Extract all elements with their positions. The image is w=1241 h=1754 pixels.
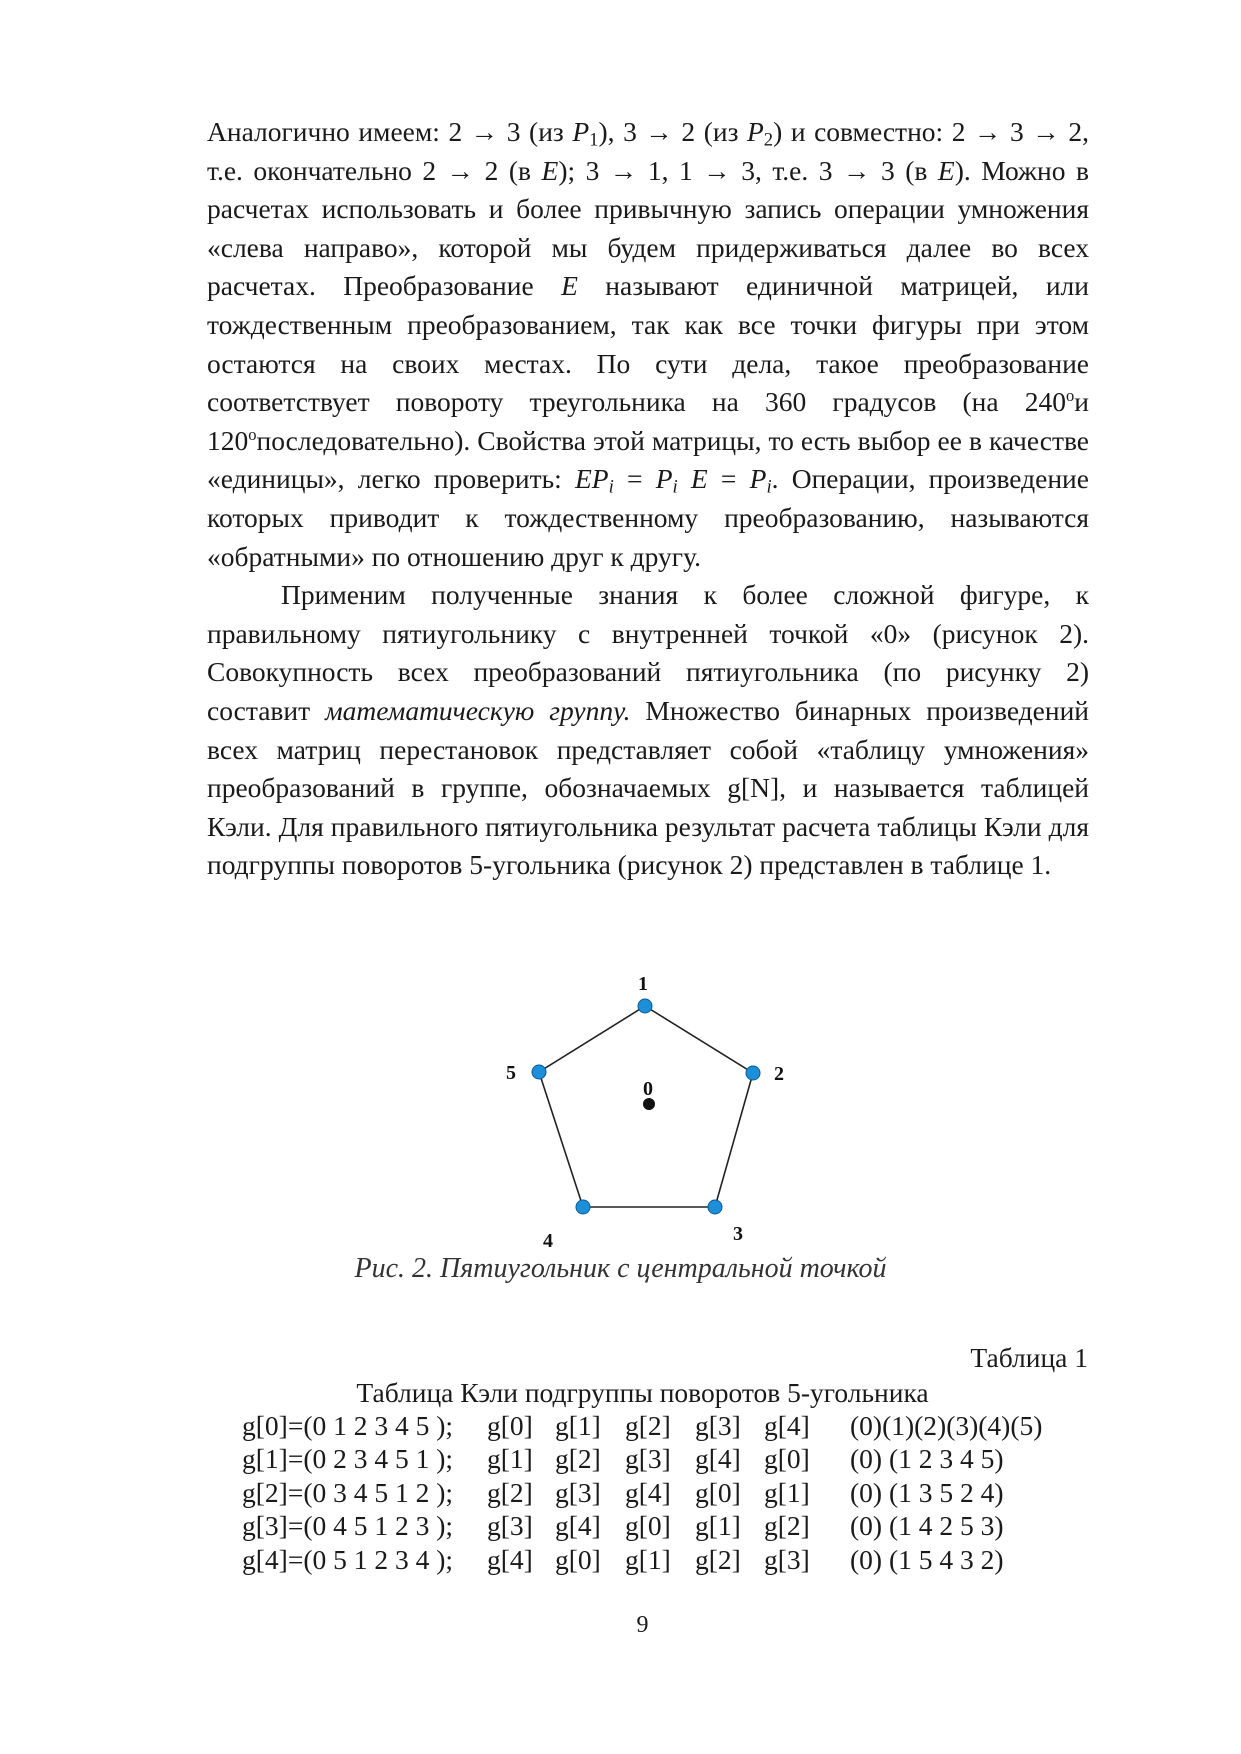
formula-p: P — [655, 463, 673, 495]
subscript: i — [672, 477, 678, 499]
table-cell: g[1] — [625, 1543, 671, 1575]
var-p1: P — [572, 116, 590, 147]
var-p2: P — [746, 116, 764, 147]
paragraph-1 — [207, 113, 1089, 576]
formula-p: P — [749, 463, 767, 495]
degree-mark: о — [1066, 386, 1075, 406]
var-e: E — [937, 154, 955, 186]
text-span: . Операции, произведение которых приводит к тождественному преобразованию, называются «обратными» по отношению друг к другу. — [207, 463, 1089, 572]
formula-eq: = — [613, 463, 656, 495]
text-span: ); 3 → 1, 1 → 3, т.е. 3 → 3 (в — [558, 154, 938, 186]
formula-eq: = — [707, 463, 750, 495]
pentagon-svg — [490, 965, 820, 1250]
figure-caption: Рис. 2. Пятиугольник с центральной точкой — [354, 1253, 887, 1284]
row-definition: g[0]=(0 1 2 3 4 5 ); — [242, 1410, 454, 1441]
table-cell: g[1] — [487, 1443, 533, 1475]
table-cell: g[3] — [555, 1476, 601, 1508]
table-title: Таблица Кэли подгруппы поворотов 5-угольника — [356, 1377, 929, 1408]
row-definition: g[3]=(0 4 5 1 2 3 ); — [242, 1510, 454, 1542]
degree-mark: о — [248, 424, 257, 444]
text-span: Аналогично имеем: 2 → 3 (из — [207, 116, 573, 147]
table-cell: g[0] — [487, 1410, 533, 1441]
vertex-2-label: 2 — [774, 1063, 784, 1085]
vertex-3-label: 3 — [733, 1223, 743, 1245]
table-cell: g[4] — [695, 1443, 741, 1475]
text-span: ) и совместно: 2 → 3 → 2, т.е. окончательно 2 → 2 (в — [207, 116, 1089, 186]
table-cell: g[0] — [625, 1510, 671, 1542]
vertex-4-label: 4 — [543, 1230, 553, 1250]
var-e: E — [541, 154, 559, 186]
cycle-notation: (0)(1)(2)(3)(4)(5) — [850, 1410, 1043, 1441]
cycle-notation: (0) (1 2 3 4 5) — [850, 1443, 1004, 1475]
table-cell: g[4] — [625, 1476, 671, 1508]
vertex-3-dot — [708, 1200, 722, 1214]
row-definition: g[1]=(0 2 3 4 5 1 ); — [242, 1443, 454, 1475]
vertex-1-dot — [638, 999, 652, 1013]
table-number: Таблица 1 — [970, 1342, 1088, 1373]
paragraph-2 — [207, 576, 1089, 885]
table-cell: g[3] — [487, 1510, 533, 1542]
text-span: ), 3 → 2 (из — [598, 116, 747, 147]
body-text — [207, 113, 1089, 885]
formula-ep: EP — [574, 463, 609, 495]
table-cell: g[0] — [695, 1476, 741, 1508]
text-span: Применим полученные знания к более сложной фигуре, к правильному пятиугольнику с внутренней точкой «0» (рисунок 2). Совокупность всех преобразований пятиугольника (по рисунку 2) составит — [207, 579, 1089, 726]
row-definition: g[4]=(0 5 1 2 3 4 ); — [242, 1543, 454, 1575]
var-e: E — [561, 270, 578, 302]
vertex-1-label: 1 — [638, 973, 648, 995]
table-cell: g[2] — [555, 1443, 601, 1475]
subscript: 2 — [763, 129, 774, 151]
cycle-notation: (0) (1 3 5 2 4) — [850, 1476, 1004, 1508]
table-cell: g[1] — [695, 1510, 741, 1542]
table-cell: g[2] — [625, 1410, 671, 1441]
italic-term: математическую группу. — [325, 694, 631, 726]
table-cell: g[2] — [695, 1543, 741, 1575]
table-cell: g[3] — [695, 1410, 741, 1441]
table-cell: g[3] — [625, 1443, 671, 1475]
text-span: последовательно). Свойства этой матрицы, то есть выбор ее в качестве «единицы», легко проверить: — [207, 424, 1089, 495]
text-span: и 120 — [207, 386, 1089, 456]
table-cell: g[1] — [764, 1476, 810, 1508]
subscript: i — [608, 477, 614, 499]
table-cell: g[4] — [555, 1510, 601, 1542]
table-cell: g[0] — [555, 1543, 601, 1575]
vertex-2-dot — [746, 1066, 760, 1080]
table-cell: g[2] — [487, 1476, 533, 1508]
vertex-5-dot — [532, 1065, 546, 1079]
cycle-notation: (0) (1 4 2 5 3) — [850, 1510, 1004, 1542]
vertex-5-label: 5 — [506, 1062, 516, 1084]
page-number: 9 — [636, 1612, 649, 1638]
table-cell: g[0] — [764, 1443, 810, 1475]
table-cell: g[3] — [764, 1543, 810, 1575]
formula-e: E — [677, 463, 708, 495]
subscript: i — [766, 477, 772, 499]
row-definition: g[2]=(0 3 4 5 1 2 ); — [242, 1476, 454, 1508]
text-span: называют единичной матрицей, или тождественным преобразованием, так как все точки фигуры при этом остаются на своих местах. По сути дела, такое преобразование соответствует повороту треугольника на 360 градусов (на 240 — [207, 270, 1089, 418]
pentagon-figure — [490, 965, 820, 1250]
center-label: 0 — [643, 1078, 653, 1100]
text-span: ). Можно в расчетах использовать и более привычную запись операции умножения «слева направо», которой мы будем придерживаться далее во всех расчетах. Преобразование — [207, 154, 1089, 302]
text-span: Множество бинарных произведений всех матриц перестановок представляет собой «таблицу умножения» преобразований в группе, обозначаемых g[N], и называется таблицей Кэли. Для правильного пятиугольника результат расчета таблицы Кэли для подгруппы поворотов 5-угольника (рисунок 2) представлен в таблице 1. — [207, 694, 1090, 881]
cycle-notation: (0) (1 5 4 3 2) — [850, 1543, 1004, 1575]
table-cell: g[4] — [487, 1543, 533, 1575]
subscript: 1 — [589, 129, 599, 151]
table-cell: g[1] — [555, 1410, 601, 1441]
vertex-4-dot — [576, 1200, 590, 1214]
table-cell: g[2] — [764, 1510, 810, 1542]
table-cell: g[4] — [764, 1410, 810, 1441]
